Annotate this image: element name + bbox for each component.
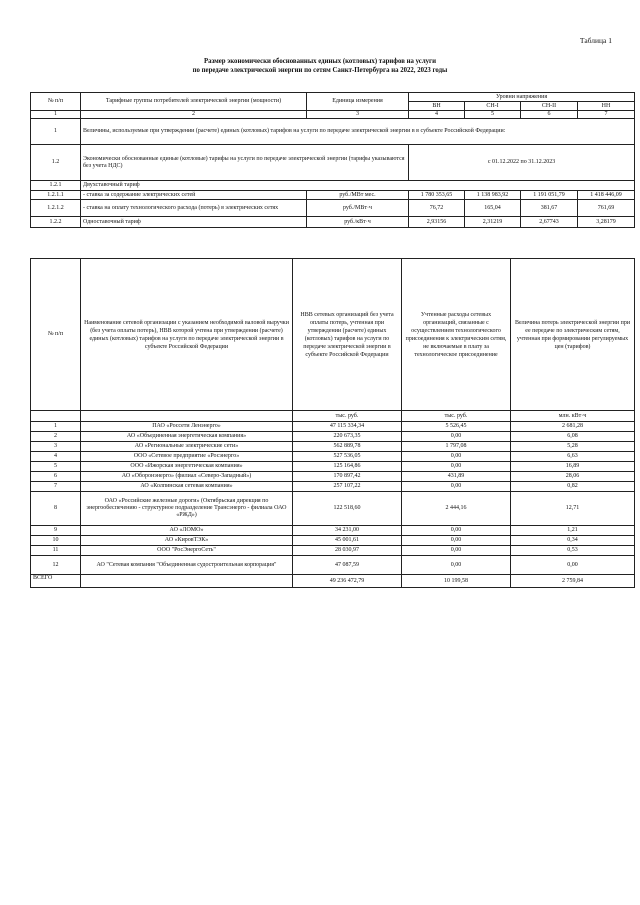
header-organization-name: Наименование сетевой организации с указанием необходимой валовой выручки (без учета оплаты потерь), НВВ которой учтена при утверждении (расчете) единых (котловых) тарифов на услуги по передаче электрической энергии в субъекте Российской Федерации: [81, 259, 293, 411]
value-losses: 16,89: [511, 462, 635, 472]
organization-name: АО «КировТЭК»: [81, 536, 293, 546]
col-number: 3: [307, 111, 409, 119]
value-losses: 1,21: [511, 526, 635, 536]
value-sn2: 1 191 051,79: [521, 191, 578, 200]
value-losses: 6,63: [511, 452, 635, 462]
table-row: [31, 181, 635, 191]
value-nvv: 28 030,97: [293, 546, 402, 556]
table-row: [31, 526, 635, 536]
value-nn: 761,69: [578, 200, 635, 217]
tariff-table-header-row: [31, 93, 635, 102]
value-losses: 0,34: [511, 536, 635, 546]
value-nvv: 257 107,22: [293, 482, 402, 492]
value-nvv: 125 164,86: [293, 462, 402, 472]
value-nvv: 220 673,35: [293, 432, 402, 442]
header-sn2: СН-II: [521, 102, 578, 111]
header-nvv: НВВ сетевых организаций без учета оплаты потерь, учтенная при утверждении (расчете) единых (котловых) тарифов на услуги по передаче электрической энергии в субъекте Российской Федерации: [293, 259, 402, 411]
table-number: Таблица 1: [579, 36, 612, 45]
row-num: 9: [31, 526, 81, 536]
col-number: 6: [521, 111, 578, 119]
table-row: [31, 452, 635, 462]
organization-name: АО «ЛОМО»: [81, 526, 293, 536]
row-num: 1.2.1: [31, 181, 81, 191]
organization-name: ОАО «Российские железные дороги» (Октябрьская дирекция по энергообеспечению - структурное подразделение Трансэнерго - филиала ОАО «РЖД»): [81, 492, 293, 526]
header-voltage-levels: Уровни напряжения: [409, 93, 635, 102]
table-row: [31, 546, 635, 556]
header-energy-losses: Величина потерь электрической энергии при ее передаче по электрическим сетям, учтенная при формировании регулируемых цен (тарифов): [511, 259, 635, 411]
value-costs: 0,00: [402, 536, 511, 546]
value-losses: 0,53: [511, 546, 635, 556]
table-row: [31, 119, 635, 145]
value-sn1: 1 138 983,92: [465, 191, 521, 200]
value-sn1: 2,31219: [465, 217, 521, 228]
value-vn: 76,72: [409, 200, 465, 217]
title-line-1: Размер экономически обоснованных единых (котловых) тарифов на услуги: [203, 58, 437, 65]
total-label: ВСЕГО: [31, 575, 81, 588]
row-num: 1: [31, 119, 81, 145]
unit-nvv: тыс. руб.: [293, 411, 402, 422]
row-num: 10: [31, 536, 81, 546]
network-table-body: [31, 422, 635, 575]
unit-losses: млн. кВт·ч: [511, 411, 635, 422]
organization-name: ООО «Сетевое предприятие «Росэнерго»: [81, 452, 293, 462]
value-vn: 2,93156: [409, 217, 465, 228]
row-text: Двухставочный тариф: [81, 181, 635, 191]
organization-name: ООО «Ижорская энергетическая компания»: [81, 462, 293, 472]
tariff-period: с 01.12.2022 по 31.12.2023: [409, 145, 635, 181]
value-losses: 0,00: [511, 556, 635, 575]
row-num: 3: [31, 442, 81, 452]
value-losses: 28,06: [511, 472, 635, 482]
table-row: [31, 145, 635, 181]
row-num: 1.2.1.1: [31, 191, 81, 200]
document-title: [60, 57, 580, 75]
value-costs: 0,00: [402, 526, 511, 536]
value-nvv: 527 536,05: [293, 452, 402, 462]
value-costs: 0,00: [402, 432, 511, 442]
unit-costs: тыс. руб.: [402, 411, 511, 422]
network-organizations-table: [30, 258, 635, 588]
table-row: [31, 556, 635, 575]
title-line-2: по передаче электрической энергии по сетям Санкт-Петербурга на 2022, 2023 годы: [192, 67, 448, 74]
organization-name: АО «Оборонэнерго» (филиал «Северо-Западный»): [81, 472, 293, 482]
header-vn: ВН: [409, 102, 465, 111]
organization-name: АО "Сетевая компания "Объединенная судостроительная корпорация": [81, 556, 293, 575]
value-sn2: 2,67743: [521, 217, 578, 228]
value-costs: 2 444,16: [402, 492, 511, 526]
column-numbers-row: [31, 111, 635, 119]
row-num: 2: [31, 432, 81, 442]
row-num: 1.2.2: [31, 217, 81, 228]
network-table-header-row: [31, 259, 635, 411]
header-sn1: СН-I: [465, 102, 521, 111]
value-vn: 1 780 353,65: [409, 191, 465, 200]
value-costs: 0,00: [402, 546, 511, 556]
row-unit: руб./МВт·ч: [307, 200, 409, 217]
col-number: 5: [465, 111, 521, 119]
row-text: - ставка на оплату технологического расхода (потерь) в электрических сетях: [81, 200, 307, 217]
total-losses: 2 759,84: [511, 575, 635, 588]
table-row: [31, 472, 635, 482]
tariff-table: [30, 92, 635, 228]
value-losses: 6,08: [511, 432, 635, 442]
value-losses: 0,82: [511, 482, 635, 492]
header-consumer-groups: Тарифные группы потребителей электрической энергии (мощности): [81, 93, 307, 111]
value-nvv: 47 115 334,34: [293, 422, 402, 432]
table-row: [31, 200, 635, 217]
row-unit: руб./кВт·ч: [307, 217, 409, 228]
total-nvv: 49 236 472,79: [293, 575, 402, 588]
row-text: - ставка за содержание электрических сетей: [81, 191, 307, 200]
table-row: [31, 432, 635, 442]
header-num: № п/п: [31, 93, 81, 111]
row-num: 12: [31, 556, 81, 575]
empty-cell: [31, 411, 81, 422]
value-sn2: 381,67: [521, 200, 578, 217]
header-unit: Единица измерения: [307, 93, 409, 111]
organization-name: ПАО «Россети Ленэнерго»: [81, 422, 293, 432]
units-row: [31, 411, 635, 422]
row-unit: руб./МВт мес.: [307, 191, 409, 200]
table-row: [31, 191, 635, 200]
value-nvv: 34 231,00: [293, 526, 402, 536]
value-nvv: 562 889,78: [293, 442, 402, 452]
col-number: 2: [81, 111, 307, 119]
value-costs: 0,00: [402, 556, 511, 575]
table-row: [31, 217, 635, 228]
organization-name: ООО "РосЭнергоСеть": [81, 546, 293, 556]
value-nn: 3,28179: [578, 217, 635, 228]
table-row: [31, 422, 635, 432]
row-num: 5: [31, 462, 81, 472]
value-costs: 1 797,08: [402, 442, 511, 452]
col-number: 4: [409, 111, 465, 119]
value-nn: 1 418 446,09: [578, 191, 635, 200]
table-row: [31, 492, 635, 526]
value-costs: 0,00: [402, 452, 511, 462]
value-losses: 5,28: [511, 442, 635, 452]
header-num: № п/п: [31, 259, 81, 411]
row-text: Одноставочный тариф: [81, 217, 307, 228]
row-text: Величины, используемые при утверждении (расчете) единых (котловых) тарифов на услуги по передаче электрической энергии в в субъекте Российской Федерации:: [81, 119, 635, 145]
total-row: [31, 575, 635, 588]
header-nn: НН: [578, 102, 635, 111]
value-sn1: 165,04: [465, 200, 521, 217]
value-costs: 0,00: [402, 462, 511, 472]
empty-cell: [81, 575, 293, 588]
row-text: Экономически обоснованные единые (котловые) тарифы на услуги по передаче электрической энергии (тарифы указываются без учета НДС): [81, 145, 409, 181]
value-costs: 5 526,45: [402, 422, 511, 432]
row-num: 1.2.1.2: [31, 200, 81, 217]
empty-cell: [81, 411, 293, 422]
value-nvv: 45 001,61: [293, 536, 402, 546]
organization-name: АО «Региональные электрические сети»: [81, 442, 293, 452]
total-costs: 10 199,58: [402, 575, 511, 588]
value-costs: 0,00: [402, 482, 511, 492]
col-number: 1: [31, 111, 81, 119]
table-row: [31, 462, 635, 472]
organization-name: АО «Колпинская сетевая компания»: [81, 482, 293, 492]
row-num: 8: [31, 492, 81, 526]
row-num: 11: [31, 546, 81, 556]
row-num: 4: [31, 452, 81, 462]
row-num: 1.2: [31, 145, 81, 181]
organization-name: АО «Объединенная энергетическая компания»: [81, 432, 293, 442]
value-nvv: 122 518,60: [293, 492, 402, 526]
value-nvv: 47 087,59: [293, 556, 402, 575]
value-costs: 431,89: [402, 472, 511, 482]
value-losses: 12,71: [511, 492, 635, 526]
table-row: [31, 442, 635, 452]
header-connection-costs: Учтенные расходы сетевых организаций, связанные с осуществлением технологического присоединения к электрическим сетям, не включаемые в плату за технологическое присоединение: [402, 259, 511, 411]
table-row: [31, 482, 635, 492]
row-num: 1: [31, 422, 81, 432]
table-row: [31, 536, 635, 546]
row-num: 6: [31, 472, 81, 482]
value-losses: 2 681,28: [511, 422, 635, 432]
col-number: 7: [578, 111, 635, 119]
row-num: 7: [31, 482, 81, 492]
value-nvv: 170 897,42: [293, 472, 402, 482]
